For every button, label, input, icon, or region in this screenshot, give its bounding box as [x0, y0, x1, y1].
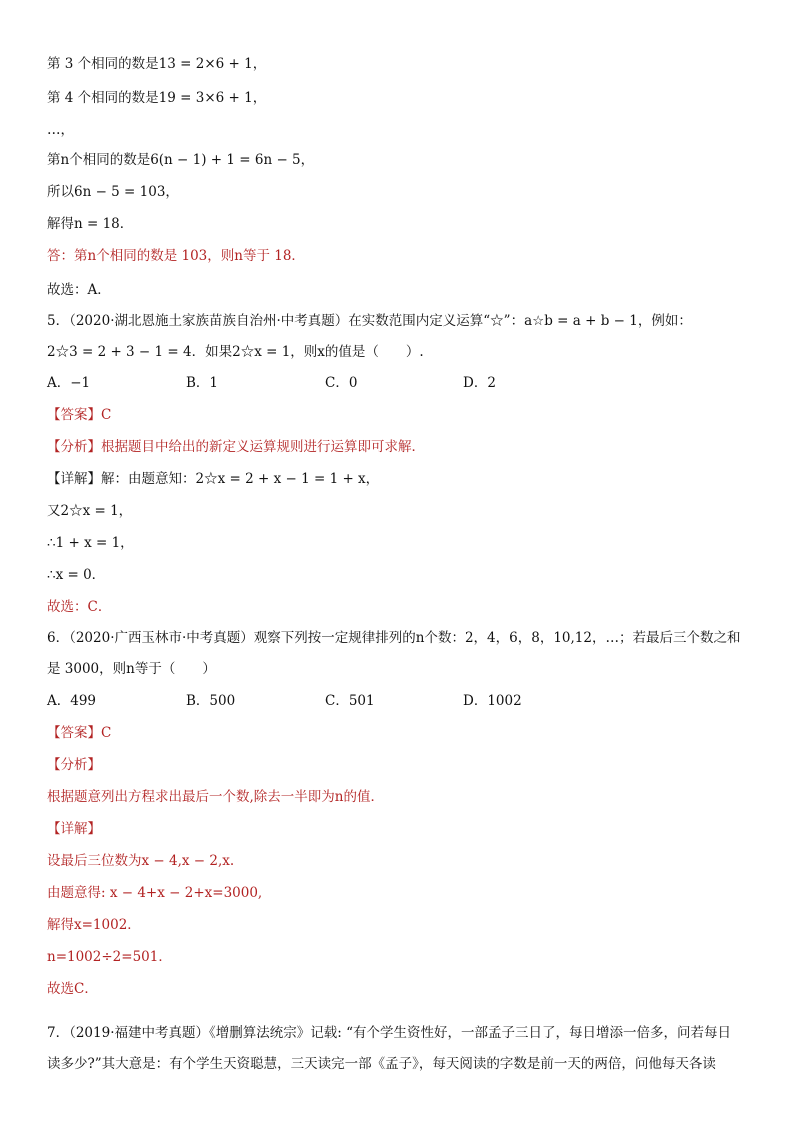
- solution-line-ellipsis: …，: [47, 122, 74, 138]
- q6-detail-4: n=1002÷2=501．: [47, 949, 172, 965]
- solution-line-answer: 答：第n个相同的数是 103，则n等于 18．: [47, 248, 305, 264]
- q5-stem-line1: 5．（2020·湖北恩施土家族苗族自治州·中考真题）在实数范围内定义运算“☆”：a☆b = a + b − 1，例如：: [47, 313, 692, 329]
- solution-line-3rd: 第 3 个相同的数是13 = 2×6 + 1，: [47, 56, 267, 72]
- q5-analysis: 【分析】根据题目中给出的新定义运算规则进行运算即可求解．: [47, 439, 425, 455]
- q6-option-b: B．500: [186, 693, 236, 709]
- solution-line-4th: 第 4 个相同的数是19 = 3×6 + 1，: [47, 90, 267, 106]
- q5-detail-1: 【详解】解：由题意知：2☆x = 2 + x − 1 = 1 + x，: [47, 471, 380, 487]
- q6-choice: 故选C．: [47, 981, 98, 997]
- q5-detail-4: ∴x = 0．: [47, 567, 106, 583]
- q5-option-a: A．−1: [47, 375, 91, 391]
- q6-analysis-label: 【分析】: [47, 757, 101, 773]
- solution-line-equation: 所以6n − 5 = 103，: [47, 184, 179, 200]
- q7-stem-line1: 7．（2019·福建中考真题）《增删算法统宗》记载: “有个学生资性好，一部孟子三日了，每日增添一倍多，问若每日: [47, 1025, 731, 1041]
- q6-stem-line2: 是 3000，则n等于（ ）: [47, 661, 216, 677]
- q6-option-c: C．501: [325, 693, 375, 709]
- q6-detail-label: 【详解】: [47, 821, 101, 837]
- solution-line-nth: 第n个相同的数是6(n − 1) + 1 = 6n − 5，: [47, 152, 315, 168]
- q5-option-d: D．2: [463, 375, 496, 391]
- q6-option-d: D．1002: [463, 693, 522, 709]
- q6-detail-2: 由题意得: x − 4+x − 2+x=3000,: [47, 885, 263, 901]
- q6-detail-3: 解得x=1002．: [47, 917, 141, 933]
- q5-detail-2: 又2☆x = 1，: [47, 503, 133, 519]
- q6-stem-line1: 6．（2020·广西玉林市·中考真题）观察下列按一定规律排列的n个数：2，4，6，8，10,12，…；若最后三个数之和: [47, 630, 741, 646]
- q5-stem-line2: 2☆3 = 2 + 3 − 1 = 4．如果2☆x = 1，则x的值是（ ）.: [47, 344, 424, 360]
- q5-option-c: C．0: [325, 375, 358, 391]
- q6-analysis: 根据题意列出方程求出最后一个数,除去一半即为n的值．: [47, 789, 384, 805]
- q6-answer: 【答案】C: [47, 725, 112, 741]
- q5-answer: 【答案】C: [47, 407, 112, 423]
- q5-choice: 故选：C．: [47, 599, 112, 615]
- solution-line-solve: 解得n = 18．: [47, 216, 134, 232]
- q6-detail-1: 设最后三位数为x − 4,x − 2,x.: [47, 853, 235, 869]
- q6-option-a: A．499: [47, 693, 97, 709]
- q5-detail-3: ∴1 + x = 1，: [47, 535, 134, 551]
- solution-line-choice: 故选：A．: [47, 282, 111, 298]
- q5-option-b: B．1: [186, 375, 219, 391]
- q7-stem-line2: 读多少?”其大意是：有个学生天资聪慧，三天读完一部《孟子》，每天阅读的字数是前一天的两倍，问他每天各读: [47, 1056, 716, 1072]
